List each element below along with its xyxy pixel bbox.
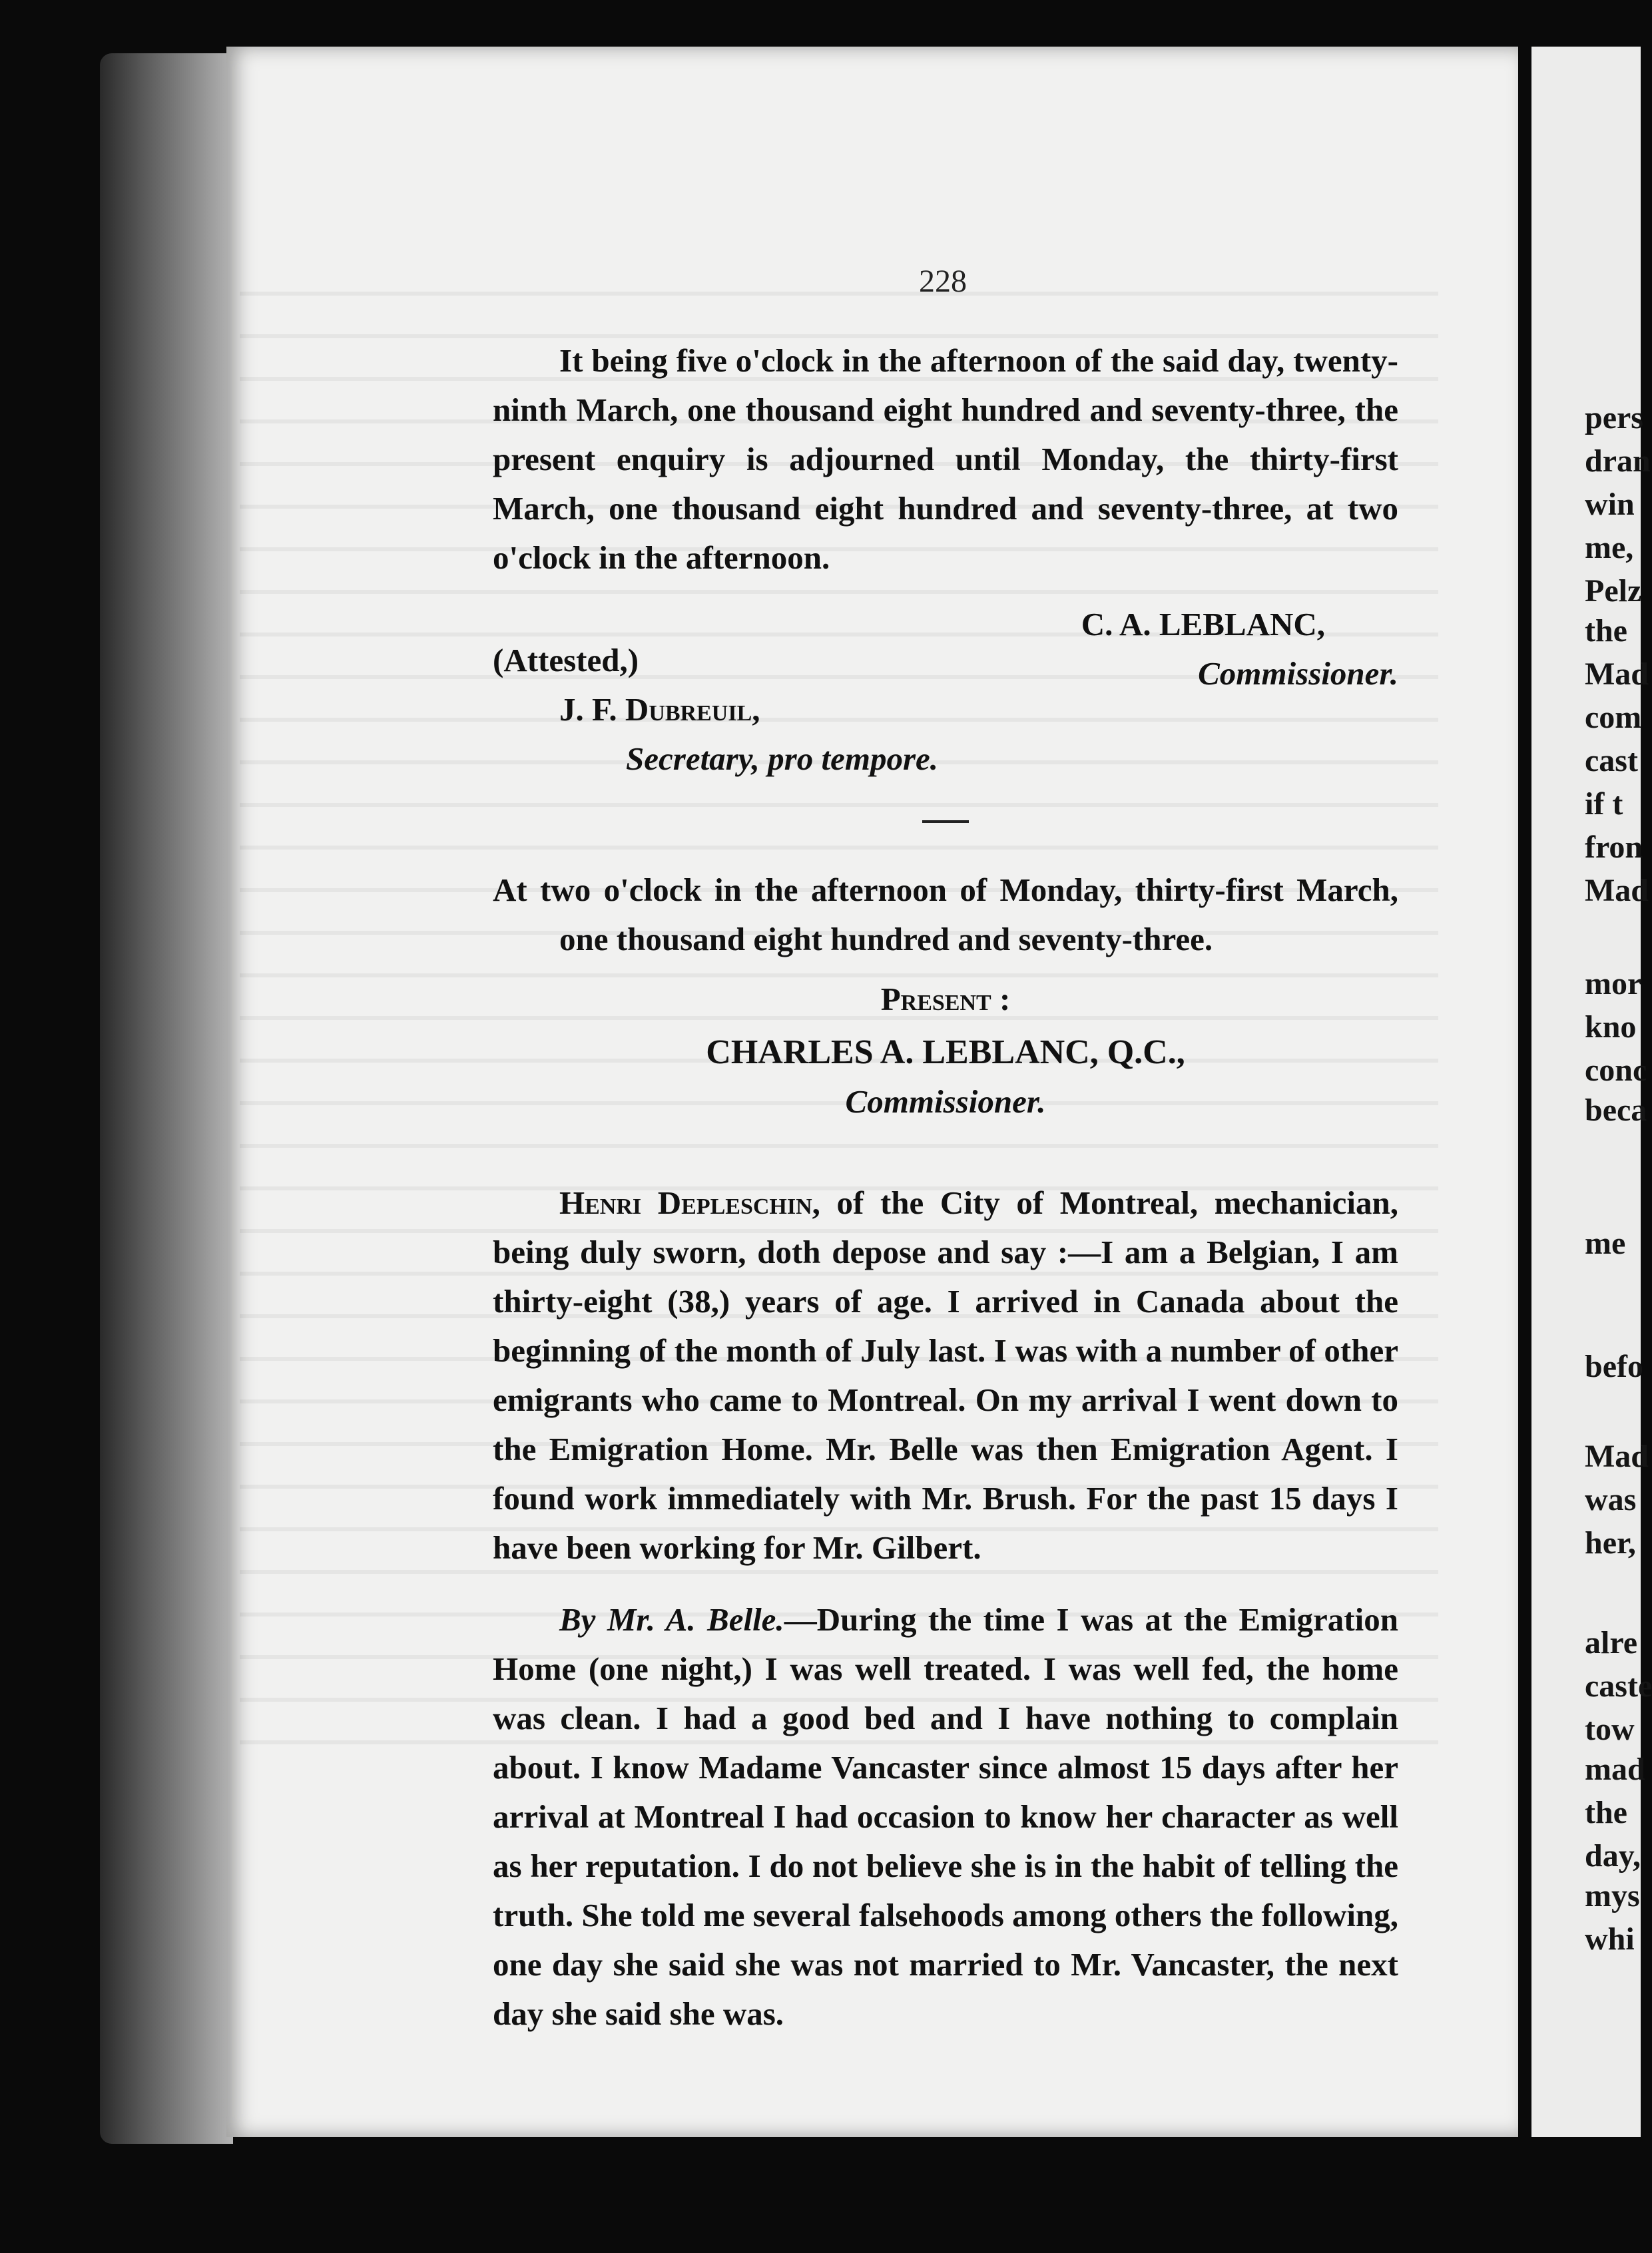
next-page-fragment: mys <box>1585 1878 1640 1913</box>
next-page-fragment: beca <box>1585 1093 1647 1128</box>
next-page-fragment: fron <box>1585 830 1643 865</box>
next-page-fragment: conc <box>1585 1053 1647 1088</box>
next-page-fragment: pers <box>1585 400 1643 435</box>
next-page-fragment: Mad <box>1585 1439 1649 1474</box>
next-page-fragment: dran <box>1585 443 1651 479</box>
next-page-fragment: the <box>1585 613 1627 648</box>
next-page-fragment: mor <box>1585 966 1642 1001</box>
next-page-edge <box>1531 47 1652 2137</box>
next-page-fragment: com <box>1585 700 1642 735</box>
next-page-fragment: me, <box>1585 530 1634 565</box>
next-page-fragment: Mad <box>1585 873 1649 908</box>
commissioner-title: Commissioner. <box>845 1083 1046 1120</box>
next-page-fragment: was <box>1585 1482 1637 1517</box>
attestation-block <box>493 636 1398 784</box>
session-block <box>493 866 1398 1126</box>
secretary-name: J. F. Dubreuil, <box>559 691 760 728</box>
page-number: 228 <box>919 264 967 299</box>
present-label: Present : <box>880 981 1011 1017</box>
examination-text: —During the time I was at the Emigration Home (one night,) I was well treated. I was well fed, the home was clean. I had a good bed and I have nothing to complain about. I know Madame Vancaster since almost 15 days after her arrival at Montreal I had occasion to know her character as well as her reputation. I do not believe she is in the habit of telling the truth. She told me several falsehoods among others the following, one day she said she was not married to Mr. Vancaster, the next day she said she was. <box>493 1601 1398 2032</box>
witness-name: Henri Depleschin, <box>559 1184 820 1221</box>
signer-title: Commissioner. <box>1198 655 1398 692</box>
secretary-title: Secretary, pro tempore. <box>626 740 939 777</box>
adjournment-paragraph: It being five o'clock in the afternoon of the said day, twenty-ninth March, one thousand eight hundred and seventy-three, the present enquiry is adjourned until Monday, the thirty-first March, one thousand eight hundred and seventy-three, at two o'clock in the afternoon. <box>493 342 1398 576</box>
next-page-fragment: alre <box>1585 1625 1638 1660</box>
next-page-fragment: win <box>1585 487 1635 522</box>
testimony-paragraph <box>493 1178 1398 1573</box>
testimony-block <box>493 1178 1398 2039</box>
next-page-fragment: her, <box>1585 1525 1636 1561</box>
next-page-fragment: cast <box>1585 743 1638 778</box>
next-page-fragment: kno <box>1585 1009 1637 1045</box>
next-page-fragment: Pelz <box>1585 573 1642 609</box>
examination-paragraph <box>493 1595 1398 2039</box>
next-page-fragment: mad <box>1585 1752 1645 1787</box>
attested-label: (Attested,) <box>493 642 639 678</box>
next-page-fragment: Mad <box>1585 656 1649 692</box>
examiner-label: By Mr. A. Belle. <box>559 1601 784 1638</box>
next-page-fragment: the <box>1585 1795 1627 1830</box>
next-page-fragment: day, <box>1585 1838 1641 1874</box>
session-paragraph: At two o'clock in the afternoon of Monday, thirty-first March, one thousand eight hundred and seventy-three. <box>493 872 1398 957</box>
testimony-intro: of the City of Montreal, mechanician, being duly sworn, doth depose and say :—I am a Belgian, I am thirty-eight (38,) years of age. I arrived in Canada about the beginning of the month of July last. I was with a number of other emigrants who came to Montreal. On my arrival I went down to the Emigration Home. Mr. Belle was then Emigration Agent. I found work immediately with Mr. Brush. For the past 15 days I have been working for Mr. Gilbert. <box>493 1184 1398 1566</box>
book-spine <box>100 53 233 2144</box>
next-page-fragment: if t <box>1585 786 1623 822</box>
next-page-fragment: befo <box>1585 1349 1643 1384</box>
next-page-fragment: caste <box>1585 1668 1652 1704</box>
next-page-fragment: whi <box>1585 1921 1635 1957</box>
next-page-fragment: tow <box>1585 1712 1635 1747</box>
section-rule <box>922 820 969 823</box>
signer-name: C. A. LEBLANC, <box>1081 606 1325 642</box>
next-page-fragment: me <box>1585 1226 1626 1261</box>
commissioner-name: CHARLES A. LEBLANC, Q.C., <box>706 1033 1185 1071</box>
